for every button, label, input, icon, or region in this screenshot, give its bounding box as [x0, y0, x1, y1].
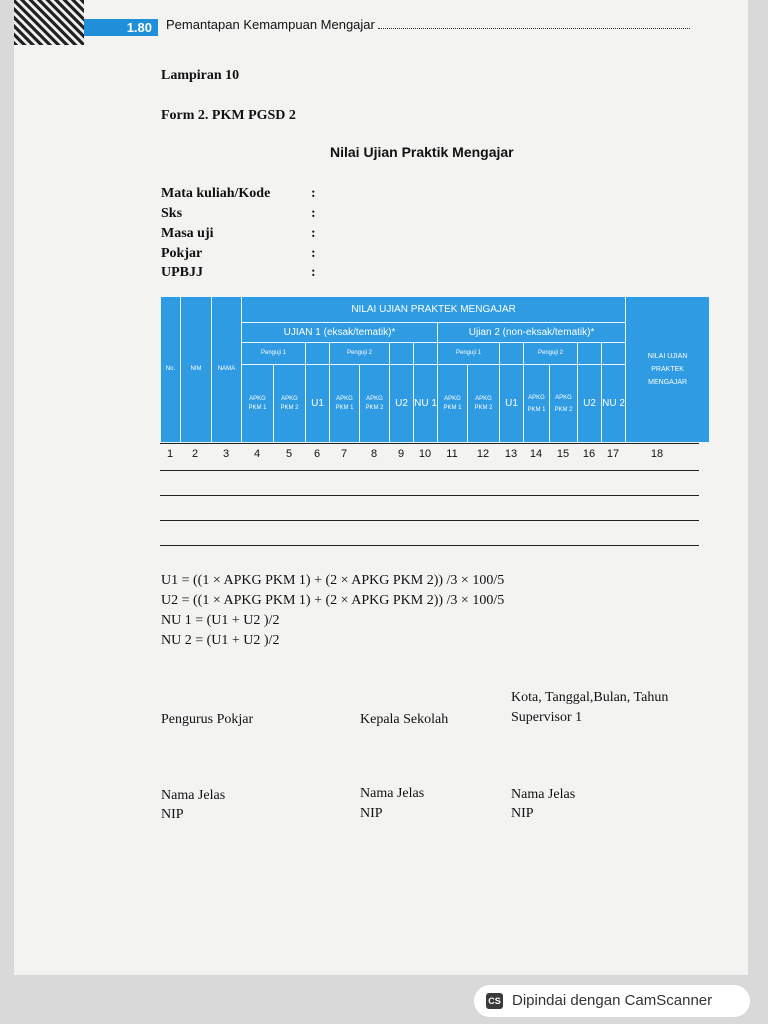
header-apkg-pkm1: APKG PKM 1 — [438, 365, 468, 443]
signature-nip-supervisor: NIP — [511, 806, 534, 821]
column-number: 9 — [397, 448, 405, 460]
formula-u2: U2 = ((1 × APKG PKM 1) + (2 × APKG PKM 2)) /3 × 100/5 — [161, 593, 505, 608]
header-u2: U2 — [578, 365, 602, 443]
grade-table — [160, 296, 710, 443]
signature-name-supervisor: Nama Jelas — [511, 787, 576, 802]
page-number-badge: 1.80 — [84, 19, 158, 36]
header-no: No. — [161, 297, 181, 443]
corner-hatch-decoration — [14, 0, 84, 45]
header-dotted-rule — [378, 28, 690, 29]
field-label-course: Mata kuliah/Kode — [161, 186, 271, 201]
field-label-sks: Sks — [161, 206, 183, 221]
column-number: 17 — [606, 448, 620, 460]
header-apkg-pkm2: APKG PKM 2 — [274, 365, 306, 443]
formula-nu2: NU 2 = (U1 + U2 )/2 — [161, 633, 280, 648]
column-number: 14 — [529, 448, 543, 460]
table-rule — [160, 470, 699, 471]
signature-title-pokjar: Pengurus Pokjar — [161, 712, 254, 727]
signature-title-supervisor: Supervisor 1 — [511, 710, 583, 725]
column-number: 5 — [285, 448, 293, 460]
column-number: 13 — [504, 448, 518, 460]
header-apkg-pkm2: APKG PKM 2 — [550, 365, 578, 443]
document-title: Nilai Ujian Praktik Mengajar — [330, 144, 514, 160]
camscanner-watermark — [474, 985, 750, 1017]
header-u2: U2 — [390, 365, 414, 443]
field-label-pokjar: Pokjar — [161, 246, 203, 261]
header-u1: U1 — [500, 365, 524, 443]
column-number: 7 — [340, 448, 348, 460]
column-number: 15 — [556, 448, 570, 460]
header-group-title: NILAI UJIAN PRAKTEK MENGAJAR — [242, 297, 626, 323]
header-exam1: UJIAN 1 (eksak/tematik)* — [242, 323, 438, 343]
camscanner-text: Dipindai dengan CamScanner — [512, 992, 713, 1009]
formula-nu1: NU 1 = (U1 + U2 )/2 — [161, 613, 280, 628]
field-colon: : — [311, 226, 316, 241]
header-u1: U1 — [306, 365, 330, 443]
table-rule — [160, 545, 699, 546]
header-nim: NIM — [181, 297, 212, 443]
header-nu2: NU 2 — [602, 365, 626, 443]
signature-nip-principal: NIP — [360, 806, 383, 821]
column-number: 12 — [476, 448, 490, 460]
field-colon: : — [311, 265, 316, 280]
header-apkg-pkm1: APKG PKM 1 — [330, 365, 360, 443]
column-number: 2 — [191, 448, 199, 460]
column-number: 16 — [582, 448, 596, 460]
header-examiner2: Penguji 2 — [330, 343, 390, 365]
appendix-label: Lampiran 10 — [161, 68, 240, 83]
signature-title-principal: Kepala Sekolah — [360, 712, 449, 727]
header-apkg-pkm1: APKG PKM 1 — [242, 365, 274, 443]
header-nu1: NU 1 — [414, 365, 438, 443]
header-examiner2: Penguji 2 — [524, 343, 578, 365]
field-colon: : — [311, 206, 316, 221]
signature-name-pokjar: Nama Jelas — [161, 788, 226, 803]
field-colon: : — [311, 186, 316, 201]
column-number: 8 — [370, 448, 378, 460]
header-apkg-pkm2: APKG PKM 2 — [360, 365, 390, 443]
header-nama: NAMA — [212, 297, 242, 443]
table-rule — [160, 443, 699, 444]
table-rule — [160, 495, 699, 496]
header-apkg-pkm1: APKG PKM 1 — [524, 365, 550, 443]
book-title: Pemantapan Kemampuan Mengajar — [166, 17, 375, 32]
column-number-row — [160, 448, 699, 462]
header-examiner1: Penguji 1 — [438, 343, 500, 365]
place-date-line: Kota, Tanggal,Bulan, Tahun — [511, 690, 669, 705]
signature-name-principal: Nama Jelas — [360, 786, 425, 801]
column-number: 10 — [418, 448, 432, 460]
header-final-grade: NILAI UJIAN PRAKTEK MENGAJAR — [626, 297, 710, 443]
column-number: 3 — [222, 448, 230, 460]
table-rule — [160, 520, 699, 521]
camscanner-icon: CS — [486, 993, 503, 1009]
field-label-upbjj: UPBJJ — [161, 265, 203, 280]
column-number: 1 — [166, 448, 174, 460]
field-colon: : — [311, 246, 316, 261]
header-apkg-pkm2: APKG PKM 2 — [468, 365, 500, 443]
field-label-exam-period: Masa uji — [161, 226, 214, 241]
form-id: Form 2. PKM PGSD 2 — [161, 108, 296, 123]
header-examiner1: Penguji 1 — [242, 343, 306, 365]
header-exam2: Ujian 2 (non-eksak/tematik)* — [438, 323, 626, 343]
column-number: 11 — [446, 448, 458, 460]
column-number: 18 — [650, 448, 664, 460]
formula-u1: U1 = ((1 × APKG PKM 1) + (2 × APKG PKM 2)) /3 × 100/5 — [161, 573, 505, 588]
signature-nip-pokjar: NIP — [161, 807, 184, 822]
column-number: 6 — [313, 448, 321, 460]
column-number: 4 — [253, 448, 261, 460]
